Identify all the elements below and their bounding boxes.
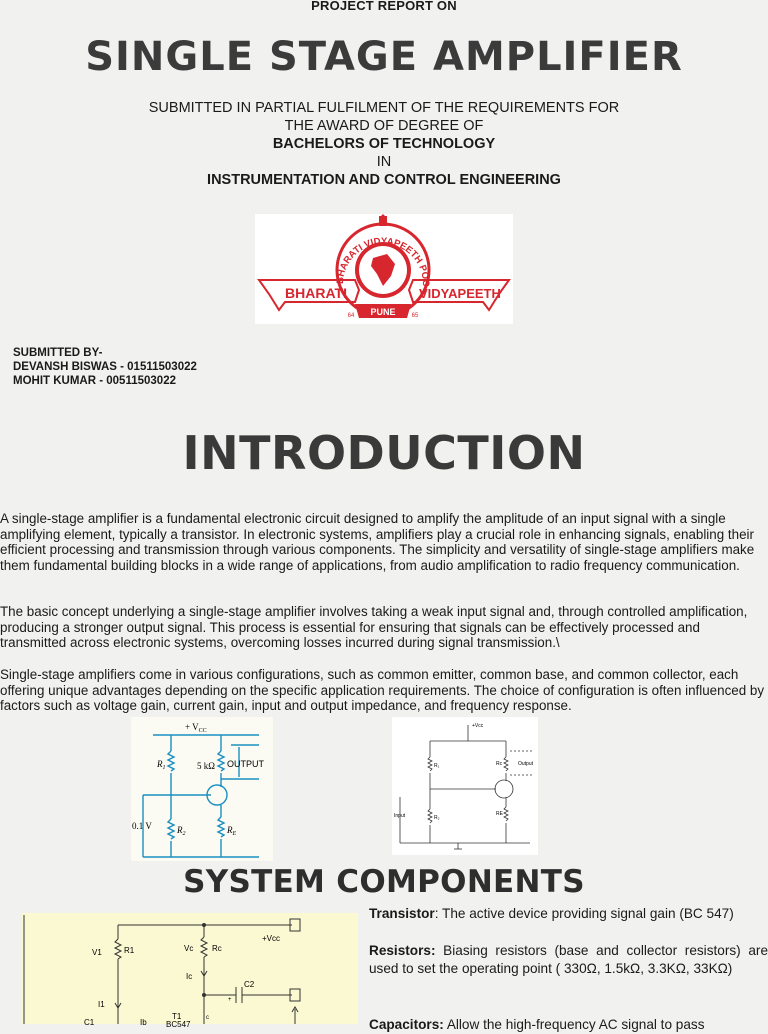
fig1-r1-sub: 1 — [162, 765, 166, 771]
fig3-r1: R1 — [124, 946, 135, 955]
introduction-heading: INTRODUCTION — [182, 426, 586, 480]
common-emitter-circuit — [392, 717, 538, 855]
fig1-r2: R — [177, 825, 183, 835]
fig2-r2: R₂ — [434, 815, 440, 821]
svg-text:+ VCC — [185, 722, 207, 734]
submitted-by-label: SUBMITTED BY- — [13, 347, 103, 359]
fig1-r2-sub: 2 — [182, 831, 186, 837]
fig3-ib: Ib — [140, 1018, 147, 1027]
fig3-model: BC547 — [166, 1020, 191, 1029]
fig1-rc-value: 5 kΩ — [197, 761, 215, 771]
component-item — [369, 942, 768, 979]
fig3-rc: Rc — [212, 944, 222, 953]
fig3-t1: T1 — [172, 1012, 182, 1021]
fig1-r1: R — [157, 759, 163, 769]
fig3-ic: Ic — [186, 972, 193, 981]
intro-paragraph: The basic concept underlying a single-stage amplifier involves taking a weak input signal and, through controlled amplification, producing a stronger output signal. This process is essential for ensuring that signals can be effectively processed and transmitted across electronic systems, overcoming losses incurred during signal transmission.\ — [0, 604, 748, 651]
fig1-re-sub: E — [232, 831, 237, 837]
fig2-re: RE — [496, 811, 503, 817]
fig3-c: c — [206, 1015, 209, 1021]
logo-year-left: 64 — [347, 313, 355, 319]
submission-line-1: SUBMITTED IN PARTIAL FULFILMENT OF THE REQUIREMENTS FOR — [148, 100, 620, 116]
submitted-by-block — [13, 346, 197, 388]
submission-block — [0, 99, 768, 189]
report-title: SINGLE STAGE AMPLIFIER — [85, 34, 683, 80]
fig3-vcc: +Vcc — [262, 934, 281, 943]
fig2-input: Input — [394, 813, 406, 819]
logo-city: PUNE — [370, 307, 396, 317]
fig2-output: Output — [518, 761, 534, 767]
svg-text:R1 — [156, 759, 166, 771]
submission-line-2: THE AWARD OF DEGREE OF — [284, 118, 484, 134]
fig3-c1: C1 — [84, 1018, 95, 1027]
intro-paragraph: A single-stage amplifier is a fundamental electronic circuit designed to amplify the amplitude of an input signal with a single amplifying element, typically a transistor. In electronic systems, amplifiers play a crucial role in enhancing signals, enabling their efficient processing and transmission through various components. The simplicity and versatility of single-stage amplifiers make them fundamental building blocks in a wide range of applications, from audio amplification to radio frequency communication. — [0, 511, 755, 573]
system-components-heading: SYSTEM COMPONENTS — [183, 864, 585, 900]
degree-in: IN — [376, 154, 392, 170]
member-name: MOHIT KUMAR - 00511503022 — [13, 375, 176, 387]
logo-year-right: 65 — [411, 313, 419, 319]
university-logo — [255, 214, 513, 324]
component-label: Capacitors: — [369, 1017, 444, 1032]
component-label: Resistors: — [369, 943, 436, 958]
component-item — [369, 905, 768, 923]
fig1-vcc: + V — [185, 722, 199, 732]
component-text: Biasing resistors (base and collector resistors) are used to set the operating point ( 330Ω, 1.5kΩ, 3.3KΩ, 33KΩ) — [369, 943, 768, 977]
fig1-re: R — [227, 825, 233, 835]
fig3-c2: C2 — [244, 980, 255, 989]
svg-text:RE — [226, 825, 237, 837]
voltage-divider-bias-circuit — [131, 717, 273, 861]
logo-arc-text: BHARATI VIDYAPEETH POO — [334, 235, 432, 288]
fig2-rc: Rc — [496, 761, 503, 767]
fig3-plus: + — [228, 997, 232, 1003]
fig3-i1: I1 — [98, 1000, 105, 1009]
logo-left-text: BHARATI — [285, 285, 347, 301]
fig1-output: OUTPUT — [227, 759, 264, 769]
degree-name: BACHELORS OF TECHNOLOGY — [272, 136, 496, 152]
svg-text:R2 — [176, 825, 186, 837]
fig3-vc: Vc — [184, 944, 194, 953]
fig3-v1: V1 — [92, 948, 102, 957]
fig2-vcc: +Vcc — [472, 723, 484, 729]
component-label: Transistor — [369, 906, 435, 921]
report-kicker: PROJECT REPORT ON — [311, 0, 457, 13]
branch-name: INSTRUMENTATION AND CONTROL ENGINEERING — [207, 172, 561, 188]
fig1-input-voltage: 0.1 V — [132, 821, 152, 831]
amplifier-schematic — [22, 913, 358, 1029]
component-item — [369, 1016, 768, 1034]
fig1-vcc-sub: CC — [198, 728, 207, 734]
fig2-r1: R₁ — [434, 763, 440, 769]
component-sep: : — [434, 906, 443, 921]
logo-right-text: VIDYAPEETH — [419, 286, 501, 301]
component-text: The active device providing signal gain (BC 547) — [442, 906, 734, 921]
intro-paragraph: Single-stage amplifiers come in various configurations, such as common emitter, common base, and common collector, each offering unique advantages depending on the specific application requirements. The choice of configuration is often influenced by factors such as voltage gain, current gain, input and output impedance, and frequency response. — [0, 667, 765, 714]
bharati-vidyapeeth-emblem — [255, 214, 513, 324]
member-name: DEVANSH BISWAS - 01511503022 — [13, 361, 197, 373]
component-text: Allow the high-frequency AC signal to pass — [446, 1017, 705, 1032]
